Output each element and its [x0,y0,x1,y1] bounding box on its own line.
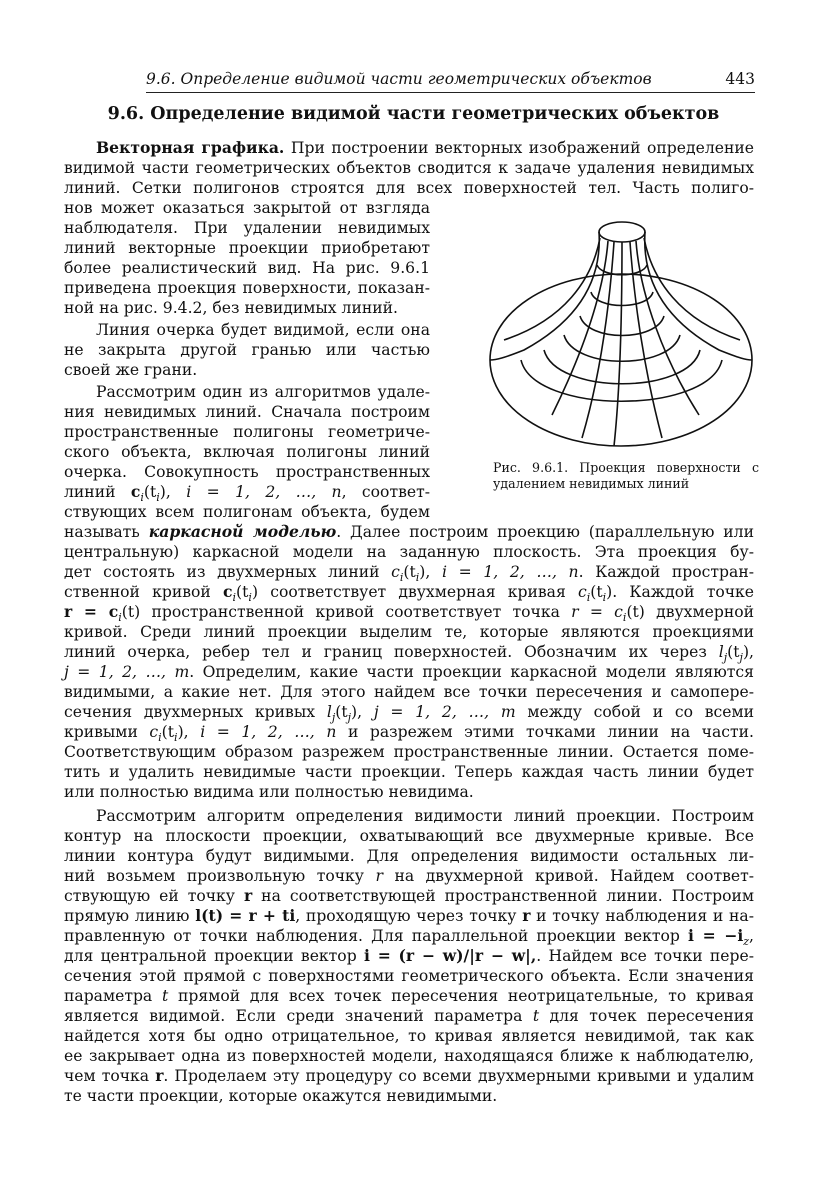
ring-4 [580,316,664,336]
meridian-7 [630,242,662,438]
silhouette-left [490,232,599,360]
text-line: Линия очерка будет видимой, если она [96,321,430,339]
text-line: тить и удалить невидимые части проекции. Теперь каждая часть линии будет [64,763,754,781]
text-line: или полностью видима или полностью невидима. [64,783,474,801]
text-line: прямую линию l(t) = r + ti, проходящую через точку r и точку наблюдения и на- [64,906,754,925]
text-line: приведена проекция поверхности, показан- [64,279,430,297]
text-line: ствующих всем полигонам объекта, будем [64,503,430,521]
text-line: своей же грани. [64,361,198,379]
meridian-2 [614,242,622,446]
text-line: дет состоять из двухмерных линий $c_i(t_i)$, i = 1, 2, …, n. Каждой простран- [64,563,754,585]
text-line: $r = c_i(t)$ пространственной кривой соответствует точка $r = c_i(t)$ двухмерной [64,602,754,625]
text-line: ной на рис. 9.4.2, без невидимых линий. [64,299,398,317]
text-line: видимой части геометрических объектов сводится к задаче удаления невидимых [64,159,754,177]
text-line: центральную) каркасной модели на заданную плоскость. Эта проекция бу- [64,543,754,561]
text-line: более реалистический вид. На рис. 9.6.1 [64,259,430,277]
text-line: пространственные полигоны геометриче- [64,423,430,441]
text-line: чем точка r. Проделаем эту процедуру со всеми двухмерными кривыми и удалим [64,1066,754,1085]
text-line: ственной кривой $c_i(t_i)$ соответствует двухмерная кривая $c_i(t_i)$. Каждой точке [64,582,754,605]
text-line: параметра t прямой для всех точек пересечения неотрицательные, то кривая [64,987,754,1005]
text-line: ствующую ей точку r на соответствующей пространственной линии. Построим [64,886,754,905]
text-line: видимыми, а какие нет. Для этого найдем все точки пересечения и самопере- [64,683,754,701]
text-line: те части проекции, которые окажутся невидимыми. [64,1087,498,1105]
meridian-6 [582,242,614,438]
text-line: кривой. Среди линий проекции выделим те, которые являются проекциями [64,623,754,641]
text-line: ее закрывает одна из поверхностей модели, находящаяся ближе к наблюдателю, [64,1047,754,1065]
text-line: является видимой. Если среди значений параметра t для точек пересечения [64,1007,754,1025]
text-line: линий $c_i(t_i)$, i = 1, 2, …, n, соответ- [64,482,430,505]
text-line: сечения двухмерных кривых $l_j(t_j)$, j = 1, 2, …, m между собой и со всеми [64,703,754,725]
text-line: называть каркасной моделью. Далее построим проекцию (параллельную или [64,522,754,541]
caption-line-2: удалением невидимых линий [493,476,690,491]
text-line: наблюдателя. При удалении невидимых [64,219,430,237]
text-line: j = 1, 2, …, m. Определим, какие части проекции каркасной модели являются [64,663,754,681]
text-line: для центральной проекции вектор i = (r − w)/|r − w|,. Найдем все точки пере- [64,946,754,965]
text-line: линий. Сетки полигонов строятся для всех поверхностей тел. Часть полиго- [64,179,754,197]
text-line: линии контура будут видимыми. Для определения видимости остальных ли- [64,847,754,865]
figure-caption [493,460,759,492]
text-line: Рассмотрим алгоритм определения видимости линий проекции. Построим [96,807,754,825]
text-line: найдется хотя бы одно отрицательное, то кривая является невидимой, так как [64,1027,754,1045]
text-line: сечения этой прямой с поверхностями геометрического объекта. Если значения [64,967,754,985]
text-line: линий очерка, ребер тел и границ поверхностей. Обозначим их через $l_j(t_j)$, [64,643,754,665]
ring-1 [521,360,722,401]
text-line: очерка. Совокупность пространственных [64,463,430,481]
text-line: ского объекта, включая полигоны линий [64,443,430,461]
text-line: ний возьмем произвольную точку r на двухмерной кривой. Найдем соответ- [64,867,754,885]
caption-line-1: Рис. 9.6.1. Проекция поверхности с [493,460,759,475]
text-line: кривыми $c_i(t_i)$, i = 1, 2, …, n и разрежем этими точками линии на части. [64,723,755,745]
text-line: правленную от точки наблюдения. Для параллельной проекции вектор $i = -i_z$, [64,926,755,949]
section-title: 9.6. Определение видимой части геометрических объектов [107,104,720,124]
meridian-1 [552,241,608,415]
text-line: нов может оказаться закрытой от взгляда [64,199,430,217]
text-line: линий векторные проекции приобретают [64,239,430,257]
running-head [146,70,755,93]
running-title: 9.6. Определение видимой части геометрических объектов [146,70,652,88]
text-line: Рассмотрим один из алгоритмов удале- [96,383,430,401]
text-line: Соответствующим образом разрежем пространственные линии. Остается поме- [64,743,754,761]
text-line: Векторная графика. При построении векторных изображений определение [96,138,754,157]
ring-2 [544,350,700,384]
surface-projection-figure [484,210,758,458]
text-line: ния невидимых линий. Сначала построим [64,403,430,421]
page-number: 443 [725,70,755,88]
text-line: контур на плоскости проекции, охватывающий все двухмерные кривые. Все [64,827,754,845]
text-line: не закрыта другой гранью или частью [64,341,430,359]
top-opening [599,222,645,242]
